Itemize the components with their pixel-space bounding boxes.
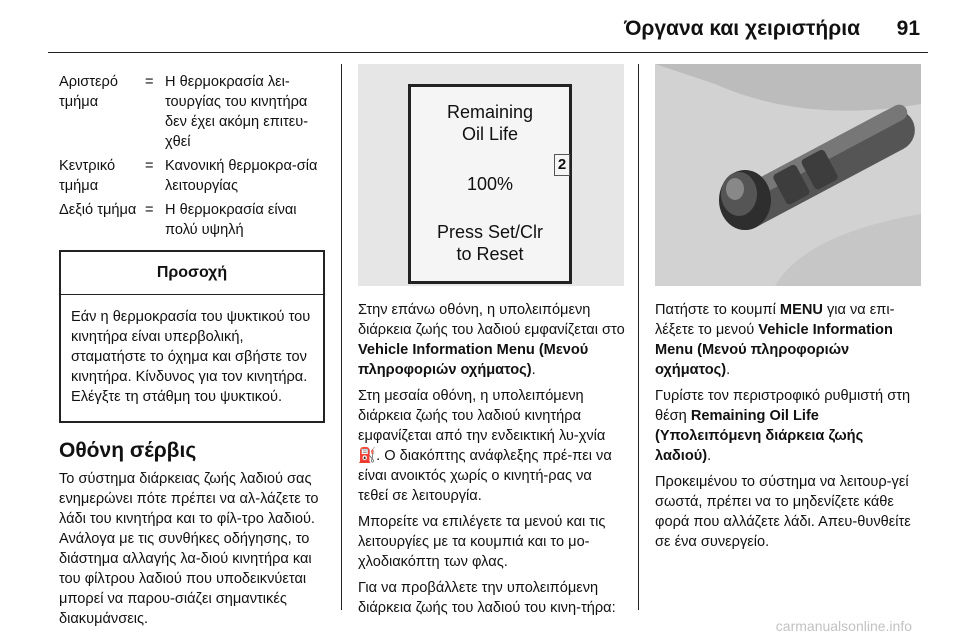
page-number: 91 — [896, 17, 920, 40]
paragraph-1 — [655, 300, 923, 380]
header-rule — [48, 52, 928, 53]
display-line-press: Press Set/Clr — [436, 222, 544, 242]
definition-row — [59, 200, 327, 240]
text: για να επι-λέξετε το μενού — [655, 302, 895, 338]
definition-equals: = — [145, 74, 154, 90]
paragraph-3: Μπορείτε να επιλέγετε τα μενού και τις λειτουργίες με τα κουμπιά και το μο-χλοδιακόπτη των φλας. — [358, 514, 606, 570]
turn-signal-stalk-image — [655, 64, 921, 286]
column-3 — [655, 64, 923, 558]
definition-description: Κανονική θερμοκρα-σία λειτουργίας — [165, 158, 318, 194]
column-divider-1 — [341, 64, 342, 610]
caution-title: Προσοχή — [61, 252, 323, 295]
definition-equals: = — [145, 202, 154, 218]
menu-name: Vehicle Information Menu (Μενού πληροφοριών οχήματος) — [655, 322, 893, 378]
section-title: Οθόνη σέρβις — [59, 439, 197, 462]
definition-term: Κεντρικό τμήμα — [59, 158, 116, 194]
column-1 — [59, 72, 327, 635]
definition-term: Δεξιό τμήμα — [59, 202, 137, 218]
page-header — [0, 0, 960, 52]
text: . — [531, 362, 536, 378]
column-2 — [358, 64, 626, 624]
section-paragraph: Το σύστημα διάρκειας ζωής λαδιού σας ενημερώνει πότε πρέπει να αλ-λάζετε το λάδι του κινητήρα και το φίλ-τρο λαδιού. Ανάλογα με τις συνθήκες οδήγησης, το διάστημα αλλαγής λα-διού κινητήρα και του φίλτρου λαδιού που υποδεικνύεται μπορεί να παρου-σιάζει σημαντικές διακυμάνσεις. — [59, 471, 319, 627]
column-divider-2 — [638, 64, 639, 610]
stalk-illustration — [655, 64, 921, 286]
text: Πατήστε το κουμπί — [655, 302, 780, 318]
display-line-remaining: Remaining — [446, 102, 534, 122]
chapter-title: Όργανα και χειριστήρια — [624, 17, 860, 40]
paragraph-3: Προκειμένου το σύστημα να λειτουρ-γεί σωστά, πρέπει να το μηδενίζετε κάθε φορά που αλλάζετε λάδι. Απευ-θυνθείτε σε ένα συνεργείο. — [655, 474, 911, 550]
caution-text: Εάν η θερμοκρασία του ψυκτικού του κινητήρα είναι υπερβολική, σταματήστε το όχημα και σβήστε τον κινητήρα. Κίνδυνος για τον κινητήρα. Ελέγξτε τη στάθμη του ψυκτικού. — [71, 309, 311, 405]
caution-box — [59, 250, 325, 423]
oil-life-display-image — [358, 64, 624, 286]
text: Γυρίστε τον περιστροφικό ρυθμιστή στη θέση — [655, 388, 911, 424]
definition-row — [59, 156, 327, 196]
menu-name: Vehicle Information Menu (Μενού πληροφοριών οχήματος) — [358, 342, 589, 378]
definition-description: Η θερμοκρασία είναι πολύ υψηλή — [165, 202, 297, 238]
display-line-reset: to Reset — [456, 244, 524, 264]
menu-button-name: MENU — [779, 302, 823, 318]
text: Στην επάνω οθόνη, η υπολειπόμενη διάρκεια ζωής του λαδιού εμφανίζεται στο — [358, 302, 625, 338]
page-indicator-badge: 2 — [554, 154, 570, 176]
definition-term: Αριστερό τμήμα — [59, 74, 118, 110]
text: . — [707, 448, 712, 464]
display-line-oil-life: Oil Life — [461, 124, 519, 144]
definition-description: Η θερμοκρασία λει-τουργίας του κινητήρα δεν έχει ακόμη επιτευ-χθεί — [165, 74, 309, 150]
instrument-display — [408, 84, 572, 284]
setting-name: Remaining Oil Life (Υπολειπόμενη διάρκεια ζωής λαδιού) — [655, 408, 864, 464]
paragraph-4: Για να προβάλλετε την υπολειπόμενη διάρκεια ζωής του λαδιού του κινη-τήρα: — [358, 580, 616, 616]
text: . — [726, 362, 731, 378]
watermark: carmanualsonline.info — [775, 618, 912, 634]
paragraph-2: Στη μεσαία οθόνη, η υπολειπόμενη διάρκεια ζωής του λαδιού κινητήρα εμφανίζεται από την ενδεικτική λυ-χνία ⛽. Ο διακόπτης ανάφλεξης πρέ-πει να είναι ανοικτός χωρίς ο κινητή-ρας να τεθεί σε λειτουργία. — [358, 388, 612, 504]
definition-equals: = — [145, 158, 154, 174]
paragraph-1 — [358, 300, 626, 380]
definition-row — [59, 72, 327, 152]
paragraph-2 — [655, 386, 923, 466]
display-percent: 100% — [466, 174, 514, 194]
